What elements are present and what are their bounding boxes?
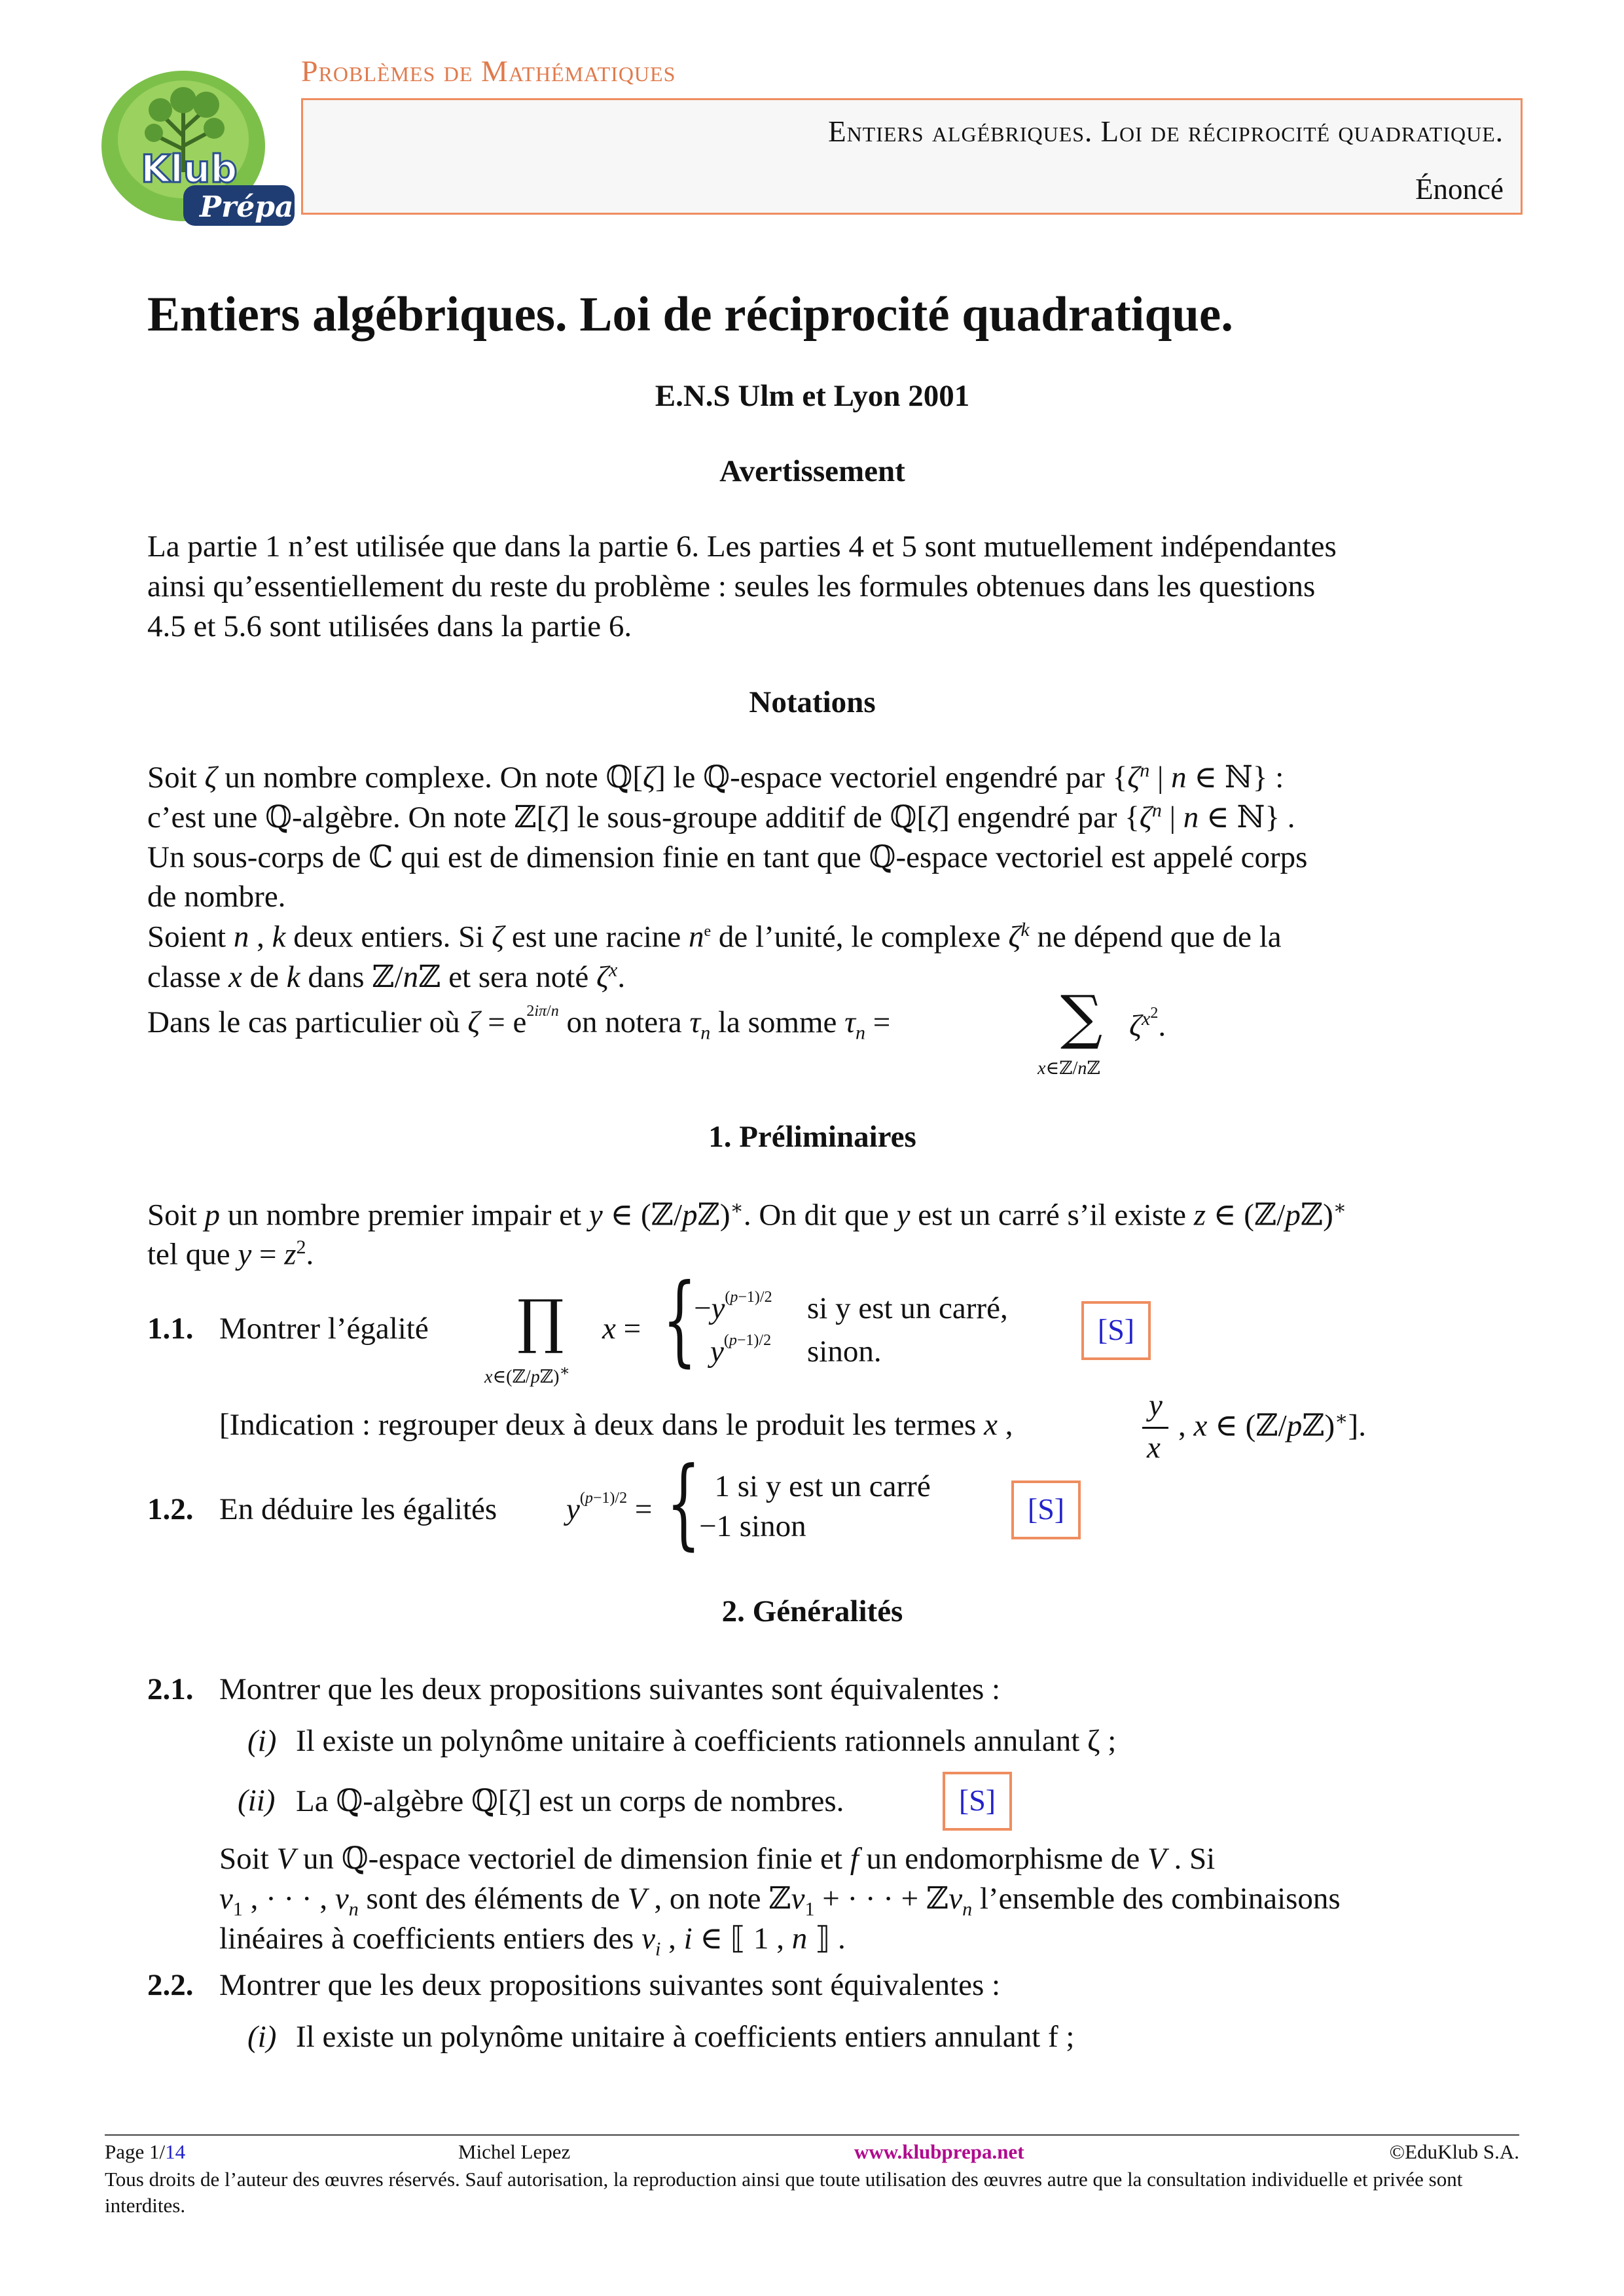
q11-hint-end: , x ∈ (ℤ/pℤ)∗]. — [1178, 1408, 1366, 1443]
q21-i-label: (i) — [247, 1724, 277, 1758]
notation-line: classe x de k dans ℤ/nℤ et sera noté $\zeta^x$. — [147, 959, 626, 994]
q21-i-text: Il existe un polynôme unitaire à coefficients rationnels annulant ζ ; — [296, 1724, 1117, 1758]
q21-followup: Soit V un ℚ-espace vectoriel de dimension finie et f un endomorphisme de V . Si — [219, 1842, 1216, 1876]
q12-case2: −1 sinon — [699, 1509, 806, 1543]
q21-number: 2.1. — [147, 1672, 194, 1706]
svg-text:Klub: Klub — [141, 147, 238, 191]
q21-followup: $v_1$ , · · · , $v_n$ sont des éléments de V , on note ℤv$_1$ + · · · + ℤv$_n$ l’ensemble des combinaisons — [219, 1882, 1341, 1920]
warning-line: ainsi qu’essentiellement du reste du problème : seules les formules obtenues dans les questions — [147, 569, 1316, 603]
footer-rule — [105, 2134, 1519, 2136]
warning-heading: Avertissement — [719, 454, 905, 488]
notation-line: Soit ζ un nombre complexe. On note ℚ[ζ] le ℚ-espace vectoriel engendré par {$\zeta^n$ | n ∈ ℕ} : — [147, 759, 1284, 795]
product-index: x∈(ℤ/pℤ)∗ — [484, 1363, 570, 1388]
header-subtitle: Énoncé — [1415, 173, 1504, 206]
page-total-link[interactable]: 14 — [165, 2140, 186, 2163]
product-symbol: ∏ — [517, 1287, 564, 1356]
q11-lhs: x = — [602, 1312, 641, 1346]
part2-heading: 2. Généralités — [721, 1594, 903, 1628]
footer-site-link[interactable]: www.klubprepa.net — [854, 2140, 1024, 2163]
source-line: E.N.S Ulm et Lyon 2001 — [655, 379, 970, 413]
q22-text: Montrer que les deux propositions suivantes sont équivalentes : — [219, 1968, 1001, 2002]
q21-followup: linéaires à coefficients entiers des $v_i$ , i ∈ ⟦ 1 , n ⟧ . — [219, 1922, 846, 1960]
q11-number: 1.1. — [147, 1312, 194, 1346]
q12-case1: 1 si y est un carré — [714, 1469, 931, 1503]
q11-case1: si y est un carré, — [807, 1291, 1008, 1325]
series-title: Problèmes de Mathématiques — [301, 54, 676, 88]
footer-notice: Tous droits de l’auteur des œuvres réservés. Sauf autorisation, la reproduction ainsi que toute utilisation des œuvres autre que la consultation individuelle et privée sont interdites. — [105, 2168, 1463, 2217]
part1-intro: Soit p un nombre premier impair et y ∈ (ℤ/pℤ)∗. On dit que y est un carré s’il existe z ∈ (ℤ/pℤ)∗ — [147, 1197, 1347, 1232]
q12-number: 1.2. — [147, 1492, 194, 1526]
fraction-denominator: x — [1147, 1431, 1161, 1465]
q12-lhs: $y^{(p-1)/2}$ = — [566, 1490, 653, 1526]
q11-hint: [Indication : regrouper deux à deux dans le produit les termes x , — [219, 1408, 1013, 1442]
warning-line: 4.5 et 5.6 sont utilisées dans la partie 6. — [147, 609, 632, 643]
q11-case2-expr: $y^{(p-1)/2}$ — [710, 1332, 772, 1369]
solution-button[interactable]: [S] — [943, 1772, 1012, 1831]
q11-case1-expr: $-y^{(p-1)/2}$ — [694, 1289, 772, 1325]
q22-i-label: (i) — [247, 2020, 277, 2054]
notation-line: de nombre. — [147, 880, 286, 914]
left-brace: { — [666, 1446, 701, 1560]
left-brace: { — [662, 1263, 697, 1377]
q21-ii-label: (ii) — [238, 1784, 276, 1818]
solution-button[interactable]: [S] — [1081, 1301, 1151, 1360]
part1-intro: tel que $y = z^2$. — [147, 1236, 314, 1272]
solution-button[interactable]: [S] — [1011, 1480, 1081, 1539]
part1-heading: 1. Préliminaires — [708, 1120, 916, 1154]
svg-text:Prépa: Prépa — [200, 190, 294, 224]
q22-i-text: Il existe un polynôme unitaire à coefficients entiers annulant f ; — [296, 2020, 1075, 2054]
footer-copyright: ©EduKlub S.A. — [1389, 2140, 1519, 2163]
document-title: Entiers algébriques. Loi de réciprocité quadratique. — [147, 287, 1233, 342]
q12-text: En déduire les égalités — [219, 1492, 497, 1526]
q11-text: Montrer l’égalité — [219, 1312, 429, 1346]
warning-paragraph — [147, 527, 1477, 647]
q11-case2: sinon. — [807, 1335, 882, 1369]
notations-heading: Notations — [749, 685, 876, 719]
warning-line: La partie 1 n’est utilisée que dans la partie 6. Les parties 4 et 5 sont mutuellement indépendantes — [147, 529, 1337, 564]
header-box — [301, 98, 1523, 215]
notation-line: Soient n , k deux entiers. Si ζ est une racine $n^e$ de l’unité, le complexe $\zeta^k$ ne dépend que de la — [147, 919, 1282, 954]
q22-number: 2.2. — [147, 1968, 194, 2002]
sum-symbol: ∑ — [1060, 983, 1103, 1052]
fraction-numerator: y — [1149, 1388, 1163, 1422]
notation-line: Dans le cas particulier où $\zeta = e^{2i\pi/n}$ on notera $\tau_n$ la somme $\tau_n$ = — [147, 1003, 891, 1044]
header-title: Entiers algébriques. Loi de réciprocité quadratique. — [828, 115, 1504, 148]
footer-author: Michel Lepez — [458, 2140, 571, 2163]
page-number: Page 1/14 — [105, 2140, 186, 2163]
q21-ii-text: La ℚ-algèbre ℚ[ζ] est un corps de nombres. — [296, 1784, 844, 1818]
klubprepa-logo — [95, 58, 298, 228]
sum-term: $\zeta^{x^2}$. — [1129, 1005, 1166, 1043]
notation-line: Un sous-corps de ℂ qui est de dimension finie en tant que ℚ-espace vectoriel est appelé corps — [147, 840, 1308, 874]
q21-text: Montrer que les deux propositions suivantes sont équivalentes : — [219, 1672, 1001, 1706]
notation-line: c’est une ℚ-algèbre. On note ℤ[ζ] le sous-groupe additif de ℚ[ζ] engendré par {$\zeta^n$ | n ∈ ℕ} . — [147, 799, 1295, 834]
sum-index: x∈ℤ/nℤ — [1038, 1058, 1100, 1079]
fraction-bar — [1142, 1427, 1168, 1429]
